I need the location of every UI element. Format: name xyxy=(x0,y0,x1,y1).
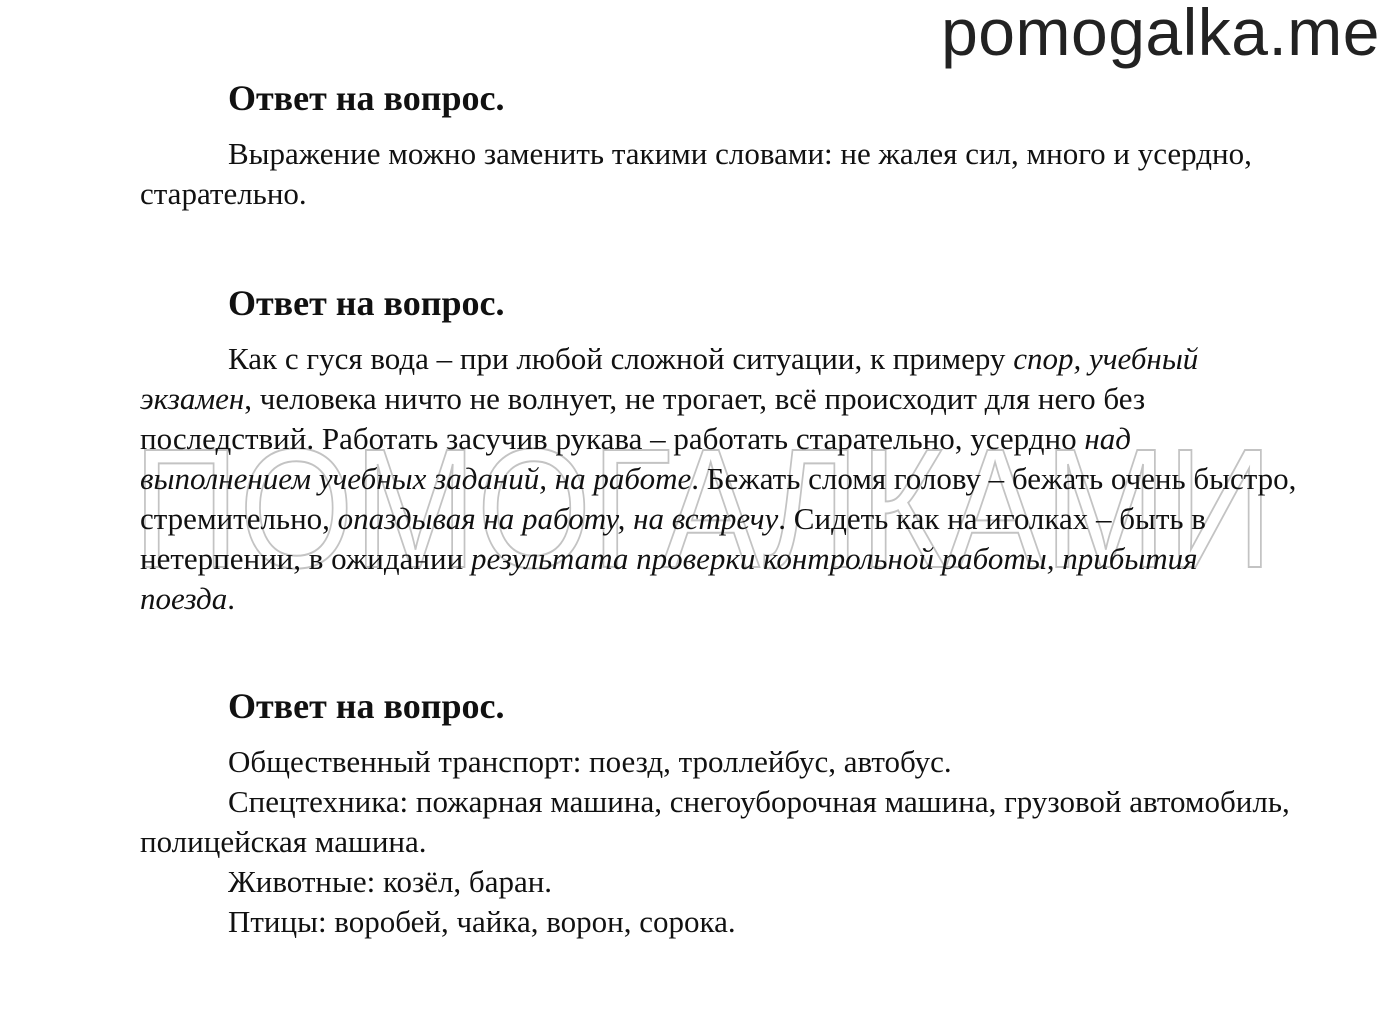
paragraph-text: . Бежать сломя голову – бежать очень быстро, стремительно, xyxy=(140,461,1297,536)
site-watermark: pomogalka.me xyxy=(941,0,1380,69)
background-watermark-text: ПОМОГАЛКАМИ xyxy=(133,437,1273,577)
example-text: опаздывая на работу, на встречу xyxy=(337,501,779,536)
paragraph-text: Животные: козёл, баран. xyxy=(228,864,553,899)
example-text: результата проверки контрольной работы, прибытия поезда xyxy=(140,541,1198,616)
paragraph-text: . xyxy=(227,581,235,616)
answer-heading: Ответ на вопрос. xyxy=(228,283,505,323)
example-text: над выполнением учебных заданий, на работе xyxy=(140,421,1131,496)
answer-section-1 xyxy=(140,78,1300,214)
answer-paragraph xyxy=(140,742,1300,782)
paragraph-text: , человека ничто не волнует, не трогает, всё происходит для него без последствий. Работать засучив рукава – работать старательно, усердно xyxy=(140,381,1146,456)
answer-heading: Ответ на вопрос. xyxy=(228,78,505,118)
answer-paragraph xyxy=(140,339,1300,619)
answer-body xyxy=(140,134,1300,214)
paragraph-text: . Сидеть как на иголках – быть в нетерпении, в ожидании xyxy=(140,501,1206,576)
answer-paragraph xyxy=(140,782,1300,862)
paragraph-text: Выражение можно заменить такими словами: не жалея сил, много и усердно, старательно. xyxy=(140,136,1252,211)
answer-body xyxy=(140,339,1300,619)
paragraph-text: Как с гуся вода – при любой сложной ситуации, к примеру xyxy=(228,341,1014,376)
answer-section-2 xyxy=(140,283,1300,619)
paragraph-text: Общественный транспорт: поезд, троллейбус, автобус. xyxy=(228,744,952,779)
answer-body xyxy=(140,742,1300,942)
answer-paragraph xyxy=(140,902,1300,942)
example-text: спор, учебный экзамен xyxy=(140,341,1199,416)
answer-paragraph xyxy=(140,862,1300,902)
answer-paragraph xyxy=(140,134,1300,214)
paragraph-text: Птицы: воробей, чайка, ворон, сорока. xyxy=(228,904,736,939)
paragraph-text: Спецтехника: пожарная машина, снегоуборочная машина, грузовой автомобиль, полицейская машина. xyxy=(140,784,1290,859)
answer-heading: Ответ на вопрос. xyxy=(228,686,505,726)
answer-section-3 xyxy=(140,686,1300,942)
